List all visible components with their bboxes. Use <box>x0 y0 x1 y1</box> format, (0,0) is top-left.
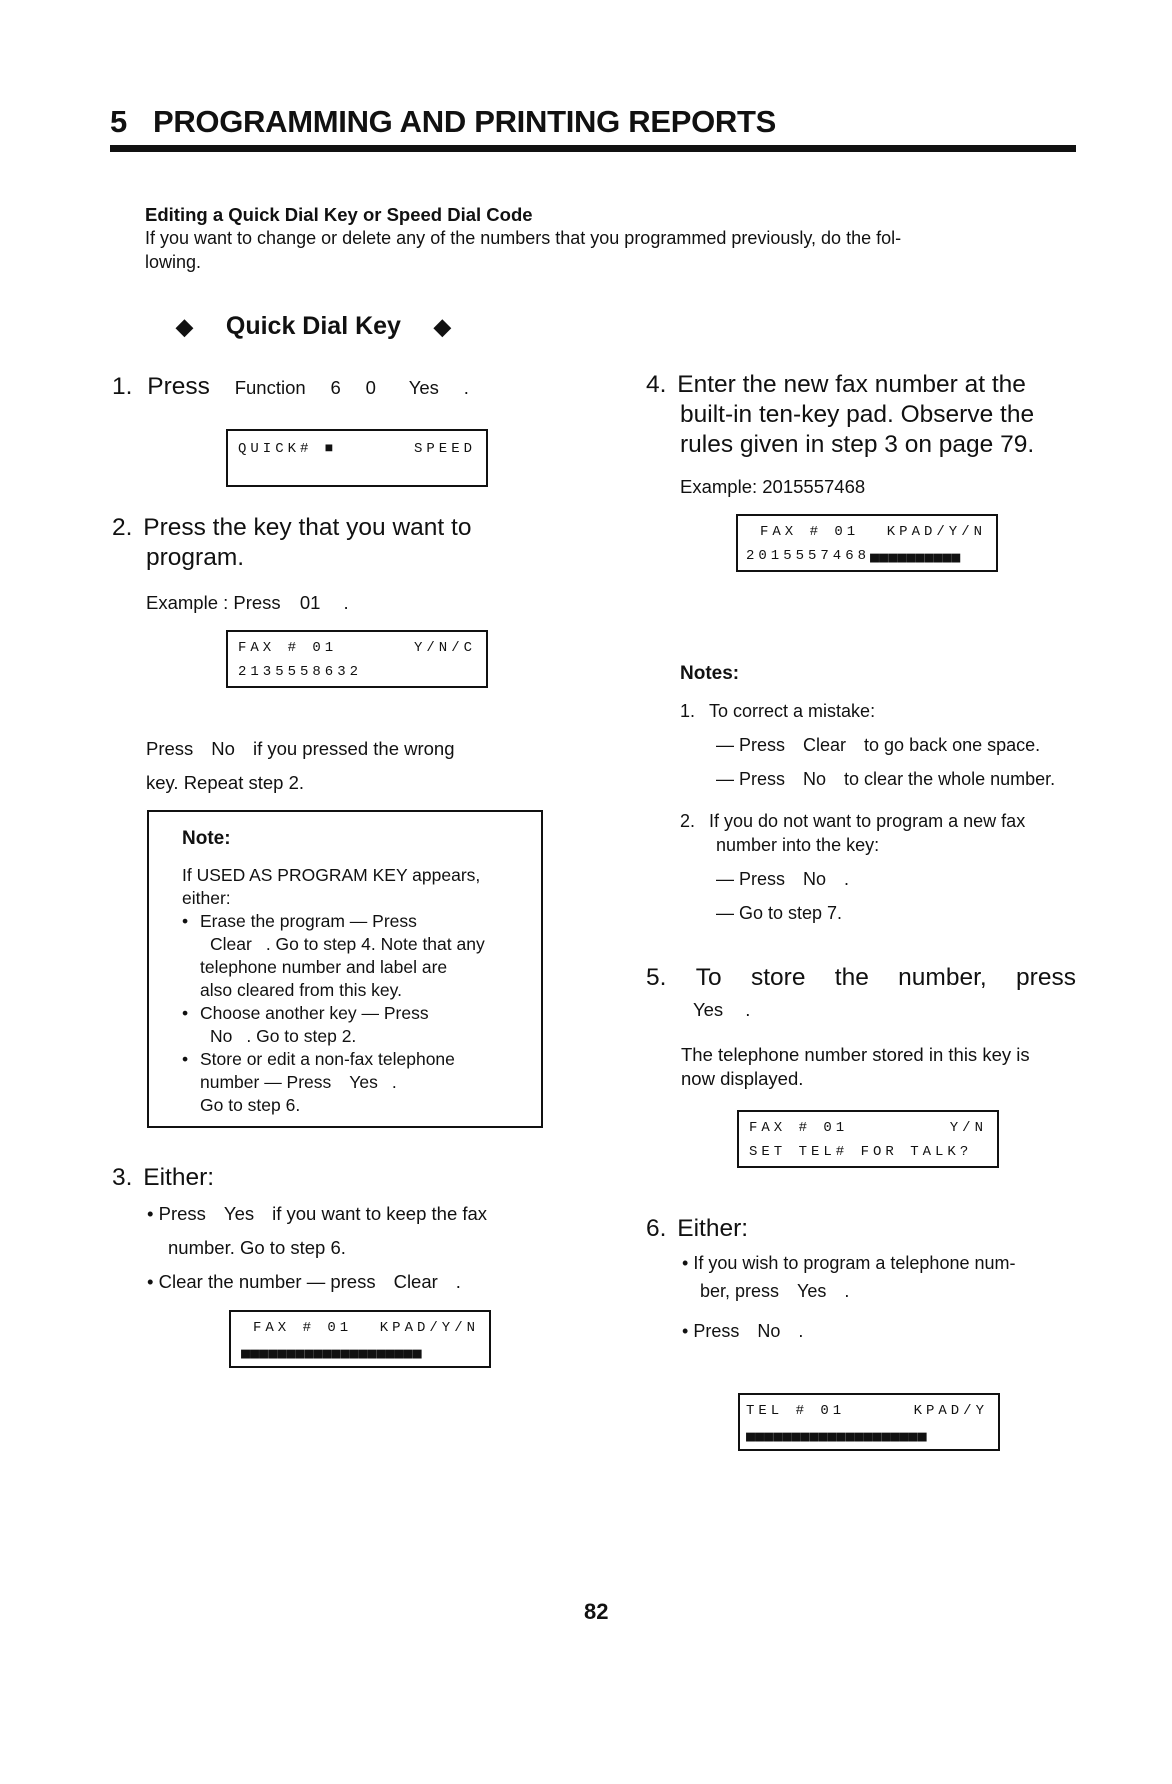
punct: . <box>391 1072 397 1092</box>
subsection-title-text: Quick Dial Key <box>225 312 401 340</box>
step-1 <box>112 372 469 402</box>
lcd-text: Y/N <box>949 1120 987 1136</box>
lcd-text: KPAD/Y/N <box>379 1320 479 1336</box>
section-intro <box>145 226 1050 274</box>
text: if you want to keep the fax <box>272 1203 488 1224</box>
key-clear: Clear <box>393 1271 438 1292</box>
lcd-text: 2015557468 <box>746 548 871 564</box>
lcd-text: Y/N/C <box>413 640 476 656</box>
step-6-title: Either: <box>677 1215 749 1242</box>
key-01: 01 <box>299 592 321 613</box>
chapter-number: 5 <box>110 104 127 139</box>
key-yes: Yes <box>408 377 439 398</box>
text: store <box>750 964 806 991</box>
text: number, <box>898 964 987 991</box>
key-yes: Yes <box>693 999 724 1020</box>
step-4-line-3: rules given in step 3 on page 79. <box>680 431 1035 458</box>
text: — Go to step 7. <box>716 903 843 923</box>
lcd-blocks: ■■■■■■■■■■■■■■■■■■■■ <box>241 1344 422 1362</box>
notes-heading: Notes: <box>680 663 740 684</box>
step-3-options <box>147 1197 487 1299</box>
chapter-title <box>110 104 776 140</box>
text: If you do not want to program a new fax <box>709 811 1026 831</box>
lcd-display-3 <box>229 1310 491 1368</box>
key-clear: Clear <box>803 735 847 755</box>
step-number: 6. <box>646 1215 667 1242</box>
note-line: either: <box>182 888 231 908</box>
lcd-text: QUICK# ■ <box>238 441 338 457</box>
diamond-icon: ◆ <box>433 314 451 339</box>
note-heading: Note: <box>182 828 231 849</box>
text: — Press <box>716 769 786 789</box>
key-no: No <box>803 769 827 789</box>
lcd-display-1 <box>226 429 488 487</box>
note-line: . Go to step 4. Note that any <box>265 934 485 954</box>
step-5-desc <box>681 1043 1030 1091</box>
text: Clear the number — press <box>158 1271 376 1292</box>
lcd-text: SPEED <box>413 441 476 457</box>
note-line: • Erase the program — Press <box>200 911 417 931</box>
example-label: Example : Press <box>146 592 281 613</box>
step-3-title: Either: <box>143 1164 215 1191</box>
punct: . <box>844 869 850 889</box>
step-number: 3. <box>112 1164 133 1191</box>
text: if you pressed the wrong <box>252 738 455 759</box>
step-2 <box>112 513 471 573</box>
key-no: No <box>757 1321 781 1341</box>
lcd-display-2 <box>226 630 488 688</box>
punct: . <box>343 592 349 613</box>
note-body <box>182 864 527 1117</box>
lcd-text: FAX # 01 <box>760 524 860 540</box>
punct: . <box>745 999 751 1020</box>
text: — Press <box>716 735 786 755</box>
text: Press <box>693 1321 740 1341</box>
step-2-example <box>146 591 349 615</box>
step-number: 2. <box>112 514 133 541</box>
punct: . <box>455 1271 461 1292</box>
key-clear: Clear <box>210 934 252 954</box>
key-0: 0 <box>365 377 376 398</box>
lcd-blocks: ■■■■■■■■■■ <box>870 548 961 566</box>
intro-line-2: lowing. <box>145 252 202 272</box>
step-number: 5. <box>646 964 667 991</box>
lcd-display-5 <box>737 1110 999 1168</box>
diamond-icon: ◆ <box>176 314 193 339</box>
note-bullet-2 <box>182 1002 527 1048</box>
subsection-title <box>176 312 451 341</box>
text: To correct a mistake: <box>709 701 876 721</box>
lcd-text: 2135558632 <box>238 664 363 680</box>
text: Press <box>146 738 194 759</box>
page-number: 82 <box>584 1599 609 1624</box>
step-number: 4. <box>646 371 667 398</box>
step-2-line-1: Press the key that you want to <box>143 514 472 541</box>
text: key. Repeat step 2. <box>146 772 305 793</box>
step-6 <box>646 1214 748 1244</box>
lcd-text: KPAD/Y <box>913 1403 988 1419</box>
lcd-display-4 <box>736 514 998 572</box>
key-6: 6 <box>330 377 341 398</box>
lcd-blocks: ■■■■■■■■■■■■■■■■■■■■ <box>746 1427 927 1445</box>
step-4-line-1: Enter the new fax number at the <box>677 371 1026 398</box>
note-line: Go to step 6. <box>200 1095 301 1115</box>
note-line: If USED AS PROGRAM KEY appears, <box>182 865 481 885</box>
text: • If you wish to program a telephone num- <box>682 1249 1015 1277</box>
note-bullet-1 <box>182 910 527 1002</box>
step-6-options <box>682 1249 1015 1345</box>
step-5-key <box>693 998 750 1022</box>
lcd-display-6 <box>738 1393 1000 1451</box>
punct: . <box>798 1321 804 1341</box>
chapter-title-text: PROGRAMMING AND PRINTING REPORTS <box>152 104 776 139</box>
key-function: Function <box>234 377 306 398</box>
key-yes: Yes <box>349 1072 378 1092</box>
step-2-line-2: program. <box>146 544 245 571</box>
header-rule <box>110 145 1076 152</box>
key-no: No <box>211 738 235 759</box>
text: — Press <box>716 869 786 889</box>
note-number: 2. <box>680 811 696 831</box>
note-bullet-3 <box>182 1048 527 1117</box>
text: to clear the whole number. <box>844 769 1056 789</box>
text: the <box>834 964 869 991</box>
punct: . <box>463 377 469 398</box>
text: Press <box>158 1203 206 1224</box>
lcd-text: SET TEL# FOR TALK? <box>749 1144 973 1160</box>
step-3 <box>112 1163 214 1193</box>
text: press <box>1016 964 1076 991</box>
lcd-text: FAX # 01 <box>238 640 338 656</box>
text: The telephone number stored in this key is <box>681 1044 1030 1065</box>
note-line: . Go to step 2. <box>246 1026 357 1046</box>
key-yes: Yes <box>797 1281 827 1301</box>
intro-line-1: If you want to change or delete any of the numbers that you programmed previously, do the fol- <box>145 228 902 248</box>
step-1-text: Press <box>147 373 210 400</box>
step-5 <box>646 963 1076 993</box>
lcd-text: KPAD/Y/N <box>886 524 986 540</box>
step-4-example: Example: 2015557468 <box>680 476 866 497</box>
note-line: • Store or edit a non-fax telephone <box>200 1049 455 1069</box>
lcd-text: FAX # 01 <box>253 1320 353 1336</box>
note-line: telephone number and label are <box>200 957 448 977</box>
key-yes: Yes <box>223 1203 255 1224</box>
step-2-press-no <box>146 732 455 800</box>
text: now displayed. <box>681 1068 804 1089</box>
text: to go back one space. <box>864 735 1041 755</box>
step-number: 1. <box>112 373 133 400</box>
note-line: • Choose another key — Press <box>200 1003 429 1023</box>
note-line: number — Press <box>200 1072 332 1092</box>
text: ber, press <box>700 1281 780 1301</box>
step-4-line-2: built-in ten-key pad. Observe the <box>680 401 1035 428</box>
punct: . <box>844 1281 850 1301</box>
note-line: also cleared from this key. <box>200 980 402 1000</box>
lcd-text: TEL # 01 <box>746 1403 846 1419</box>
key-no: No <box>210 1026 233 1046</box>
text: number into the key: <box>716 835 880 855</box>
note-number: 1. <box>680 701 696 721</box>
note-box <box>147 810 543 1128</box>
step-4 <box>646 370 1034 460</box>
text: number. Go to step 6. <box>168 1237 346 1258</box>
lcd-text: FAX # 01 <box>749 1120 849 1136</box>
key-no: No <box>803 869 827 889</box>
text: To <box>695 964 722 991</box>
notes-list <box>680 699 1055 925</box>
section-heading: Editing a Quick Dial Key or Speed Dial Code <box>145 204 533 225</box>
